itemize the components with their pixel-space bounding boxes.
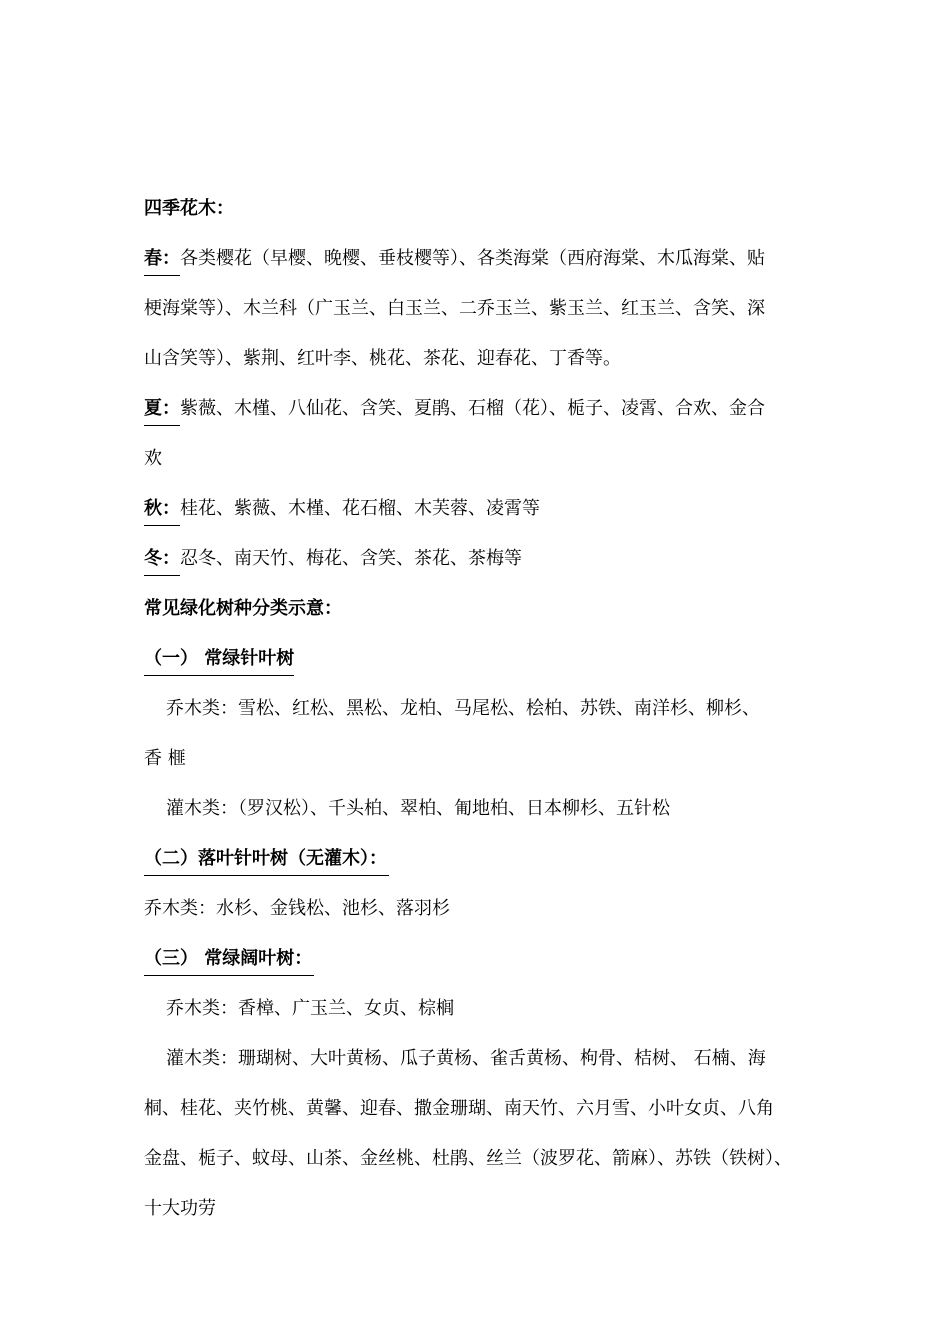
section1-shrub-line: 灌木类：（罗汉松）、千头柏、翠柏、匍地柏、日本柳杉、五针松: [166, 798, 670, 819]
heading-classification: 常见绿化树种分类示意：: [144, 598, 342, 619]
section2-title: （二）落叶针叶树（无灌木）：: [144, 847, 389, 876]
summer-line-1: [144, 384, 808, 434]
winter-text: 忍冬、南天竹、梅花、含笑、茶花、茶梅等: [180, 548, 522, 569]
section1-title: （一） 常绿针叶树: [144, 647, 294, 676]
section-evergreen-conifer: [144, 634, 808, 684]
section3-shrub-line-4: 十大功劳: [144, 1198, 216, 1219]
section3-shrub-line-3: 金盘、栀子、蚊母、山茶、金丝桃、杜鹃、丝兰（波罗花、箭麻）、苏铁（铁树）、: [144, 1148, 792, 1169]
spring-text-1: 各类樱花（早樱、晚樱、垂枝樱等）、各类海棠（西府海棠、木瓜海棠、贴: [180, 248, 765, 269]
section3-shrub-line-1: 灌木类：珊瑚树、大叶黄杨、瓜子黄杨、雀舌黄杨、枸骨、桔树、 石楠、海: [166, 1048, 766, 1069]
section1-arbor-line-2: 香 榧: [144, 748, 186, 769]
section2-arbor-line: 乔木类：水杉、金钱松、池杉、落羽杉: [144, 898, 450, 919]
autumn-text: 桂花、紫薇、木槿、花石榴、木芙蓉、凌霄等: [180, 498, 540, 519]
spring-line-1: [144, 234, 808, 284]
autumn-label: 秋：: [144, 497, 180, 526]
section-deciduous-conifer: [144, 834, 808, 884]
summer-line-2: 欢: [144, 448, 162, 469]
section3-shrub-line-2: 桐、桂花、夹竹桃、黄馨、迎春、撒金珊瑚、南天竹、六月雪、小叶女贞、八角: [144, 1098, 774, 1119]
section3-title: （三） 常绿阔叶树：: [144, 947, 314, 976]
section3-arbor-line: 乔木类：香樟、广玉兰、女贞、棕榈: [166, 998, 454, 1019]
section1-arbor-line-1: 乔木类：雪松、红松、黑松、龙柏、马尾松、桧柏、苏铁、南洋杉、柳杉、: [166, 698, 760, 719]
autumn-line: [144, 484, 808, 534]
spring-label: 春：: [144, 247, 180, 276]
summer-text-1: 紫薇、木槿、八仙花、含笑、夏鹃、石榴（花）、栀子、凌霄、合欢、金合: [180, 398, 765, 419]
winter-label: 冬：: [144, 547, 180, 576]
summer-label: 夏：: [144, 397, 180, 426]
spring-line-3: 山含笑等）、紫荆、红叶李、桃花、茶花、迎春花、丁香等。: [144, 348, 621, 369]
document-page: [144, 184, 808, 1234]
winter-line: [144, 534, 808, 584]
section-evergreen-broadleaf: [144, 934, 808, 984]
heading-four-seasons: 四季花木：: [144, 198, 234, 219]
spring-line-2: 梗海棠等）、木兰科（广玉兰、白玉兰、二乔玉兰、紫玉兰、红玉兰、含笑、深: [144, 298, 765, 319]
